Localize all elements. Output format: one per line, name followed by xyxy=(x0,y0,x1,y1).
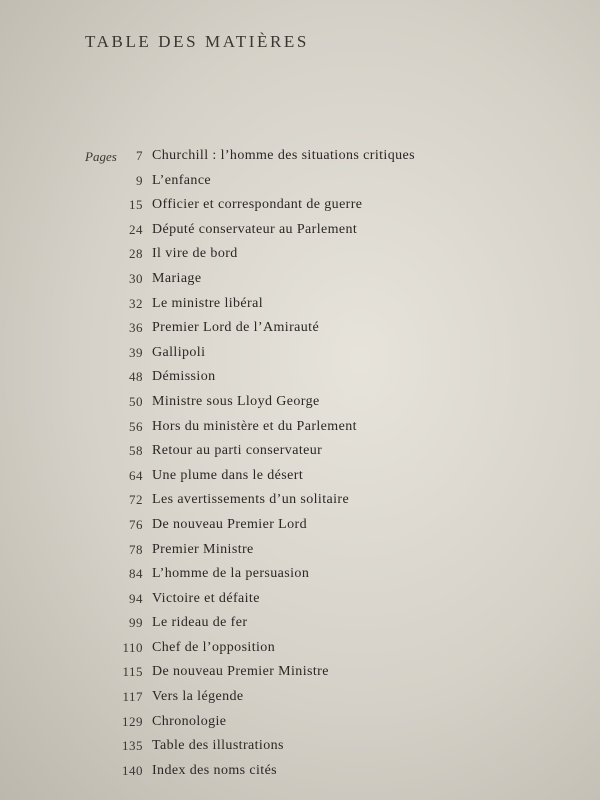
toc-entry xyxy=(0,243,600,268)
toc-page-number: 39 xyxy=(129,344,143,360)
pages-label: Pages xyxy=(85,149,117,164)
toc-chapter-title: Gallipoli xyxy=(152,344,206,360)
toc-entry xyxy=(0,612,600,637)
toc-entry xyxy=(0,317,600,342)
toc-page-number: 84 xyxy=(129,566,143,582)
toc-page-number: 115 xyxy=(122,664,143,680)
toc-chapter-title: Victoire et défaite xyxy=(152,590,260,606)
toc-entry xyxy=(0,539,600,564)
toc-entry xyxy=(0,170,600,195)
toc-entry xyxy=(0,391,600,416)
toc-page-number: 58 xyxy=(129,443,143,459)
toc-entry xyxy=(0,661,600,686)
toc-chapter-title: Premier Lord de l’Amirauté xyxy=(152,320,320,336)
toc-page-number: 15 xyxy=(129,197,143,213)
toc-entry xyxy=(0,416,600,441)
toc-entry xyxy=(0,293,600,318)
toc-page-number: 30 xyxy=(129,270,143,286)
toc-entry xyxy=(0,366,600,391)
toc-page-number: 36 xyxy=(129,320,143,336)
toc-entry xyxy=(0,145,600,170)
toc-entry xyxy=(0,637,600,662)
toc-entry xyxy=(0,514,600,539)
toc-chapter-title: Hors du ministère et du Parlement xyxy=(152,418,357,434)
toc-page-number: 110 xyxy=(122,639,143,655)
toc-page-number: 48 xyxy=(129,369,143,385)
toc-chapter-title: Table des illustrations xyxy=(152,738,284,754)
toc-page-number: 50 xyxy=(129,393,143,409)
toc-entry xyxy=(0,735,600,760)
toc-chapter-title: Il vire de bord xyxy=(152,246,238,262)
page-title: TABLE DES MATIÈRES xyxy=(85,32,309,51)
toc-chapter-title: Le rideau de fer xyxy=(152,615,248,631)
toc-chapter-title: Churchill : l’homme des situations critiques xyxy=(152,148,415,163)
toc-entry xyxy=(0,219,600,244)
toc-entry xyxy=(0,563,600,588)
toc-page-number: 140 xyxy=(122,762,143,778)
toc-chapter-title: Député conservateur au Parlement xyxy=(152,221,358,237)
toc-page-number: 135 xyxy=(122,738,143,754)
toc-page-number: 117 xyxy=(122,689,143,705)
toc-entry xyxy=(0,760,600,785)
toc-chapter-title: Mariage xyxy=(152,270,202,286)
table-of-contents xyxy=(0,145,600,784)
toc-page-number: 64 xyxy=(129,467,143,483)
toc-chapter-title: De nouveau Premier Lord xyxy=(152,516,307,532)
toc-chapter-title: Démission xyxy=(152,369,216,385)
toc-chapter-title: De nouveau Premier Ministre xyxy=(152,664,329,680)
toc-entry xyxy=(0,440,600,465)
toc-chapter-title: Le ministre libéral xyxy=(152,295,264,311)
toc-chapter-title: Premier Ministre xyxy=(152,541,254,557)
toc-page-number: 32 xyxy=(129,295,143,311)
toc-chapter-title: L’enfance xyxy=(152,172,212,188)
toc-page-number: 76 xyxy=(129,516,143,532)
toc-chapter-title: L’homme de la persuasion xyxy=(152,566,310,582)
toc-page-number: 94 xyxy=(129,590,143,606)
toc-chapter-title: Index des noms cités xyxy=(152,762,278,778)
toc-page-number: 129 xyxy=(122,713,143,729)
toc-chapter-title: Chef de l’opposition xyxy=(152,639,276,655)
toc-page-number: 28 xyxy=(129,246,143,262)
toc-page-number: 78 xyxy=(129,541,143,557)
toc-chapter-title: Les avertissements d’un solitaire xyxy=(152,492,350,508)
toc-page-number: 7 xyxy=(136,148,143,163)
toc-entry xyxy=(0,686,600,711)
toc-chapter-title: Retour au parti conservateur xyxy=(152,443,323,459)
toc-page-number: 72 xyxy=(129,492,143,508)
toc-entry xyxy=(0,489,600,514)
toc-chapter-title: Chronologie xyxy=(152,713,227,729)
toc-page-number: 24 xyxy=(129,221,143,237)
toc-entry xyxy=(0,465,600,490)
toc-entry xyxy=(0,711,600,736)
toc-chapter-title: Officier et correspondant de guerre xyxy=(152,197,363,213)
toc-chapter-title: Vers la légende xyxy=(152,689,244,705)
toc-chapter-title: Ministre sous Lloyd George xyxy=(152,393,320,409)
toc-chapter-title: Une plume dans le désert xyxy=(152,467,304,483)
toc-page-number: 9 xyxy=(136,172,143,188)
toc-entry xyxy=(0,588,600,613)
toc-page-number: 56 xyxy=(129,418,143,434)
toc-entry xyxy=(0,342,600,367)
toc-page-number: 99 xyxy=(129,615,143,631)
toc-entry xyxy=(0,268,600,293)
toc-entry xyxy=(0,194,600,219)
